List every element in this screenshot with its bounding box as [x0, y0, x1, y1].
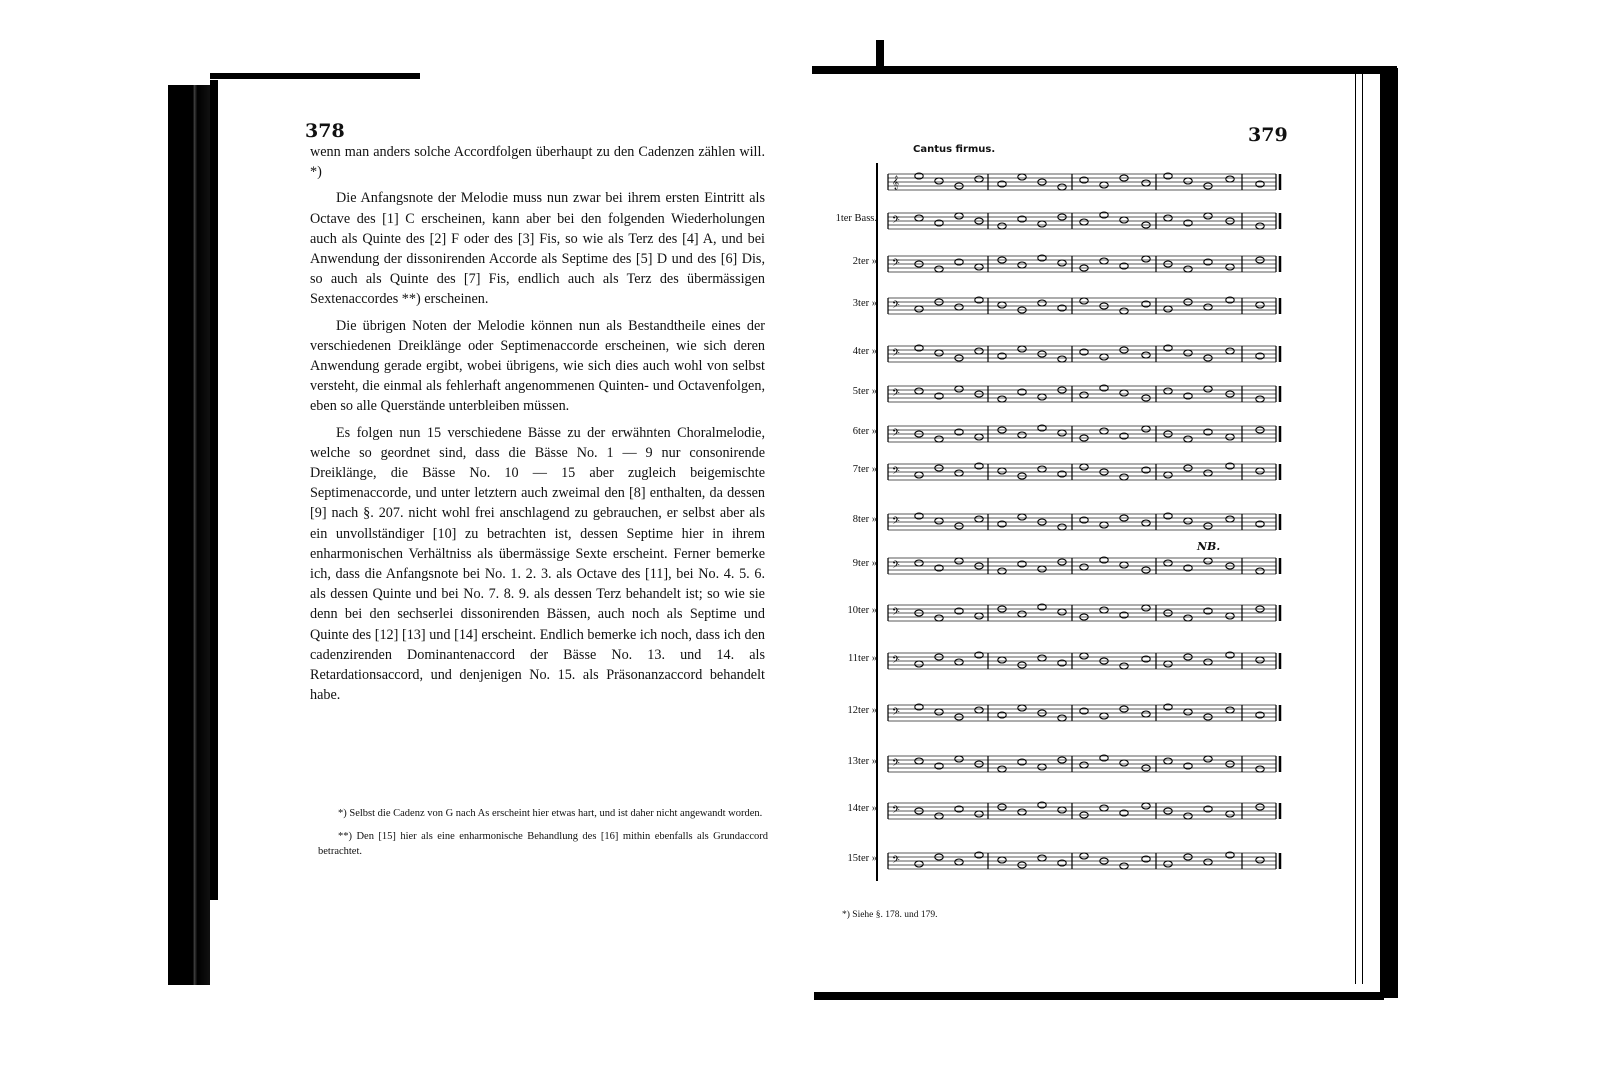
- bass-staff: [884, 645, 1284, 681]
- note-head: [955, 558, 963, 564]
- right-page-outer-edge: [1380, 68, 1398, 998]
- note-head: [955, 304, 963, 310]
- note-head: [975, 707, 983, 713]
- left-page-number: 378: [305, 120, 345, 142]
- bass-clef-symbol: 𝄢: [892, 854, 900, 868]
- note-head: [1038, 300, 1046, 306]
- bass-clef-symbol: 𝄢: [892, 606, 900, 620]
- note-head: [1080, 653, 1088, 659]
- bass-clef-symbol: 𝄢: [892, 515, 900, 529]
- left-page-top-edge: [210, 73, 420, 79]
- note-head: [975, 516, 983, 522]
- note-head: [1120, 562, 1128, 568]
- note-head: [975, 613, 983, 619]
- bass-staff-svg: [884, 597, 1284, 633]
- left-body-text: [310, 142, 765, 711]
- note-head: [1226, 707, 1234, 713]
- note-head: [1142, 803, 1150, 809]
- note-head: [975, 434, 983, 440]
- note-head: [1184, 615, 1192, 621]
- note-head: [935, 709, 943, 715]
- bass-clef-symbol: 𝄢: [892, 299, 900, 313]
- note-head: [1100, 607, 1108, 613]
- note-head: [935, 436, 943, 442]
- bass-staff-svg: [884, 748, 1284, 784]
- bass-staff: [884, 697, 1284, 733]
- note-head: [1184, 436, 1192, 442]
- note-head: [1120, 760, 1128, 766]
- note-head: [1164, 472, 1172, 478]
- bass-staff-svg: [884, 248, 1284, 284]
- bass-clef-symbol: 𝄢: [892, 706, 900, 720]
- bass-staff: [884, 795, 1284, 831]
- note-head: [1038, 566, 1046, 572]
- bass-staff: [884, 248, 1284, 284]
- note-head: [1184, 178, 1192, 184]
- note-head: [1164, 861, 1172, 867]
- note-head: [1120, 217, 1128, 223]
- note-head: [1038, 764, 1046, 770]
- note-head: [1256, 857, 1264, 863]
- staff-label: 2ter »: [852, 256, 877, 267]
- staff-label: 14ter »: [847, 803, 877, 814]
- note-head: [1018, 174, 1026, 180]
- note-head: [1058, 184, 1066, 190]
- note-head: [1038, 855, 1046, 861]
- note-head: [1038, 394, 1046, 400]
- note-head: [1226, 264, 1234, 270]
- staff-label: 1ter Bass.: [835, 213, 877, 224]
- note-head: [955, 659, 963, 665]
- bass-clef-symbol: 𝄢: [892, 757, 900, 771]
- footnote-2: **) Den [15] hier als eine enharmonische Behandlung des [16] mithin ebenfalls als Grundaccord betrachtet.: [318, 831, 768, 857]
- note-head: [1184, 709, 1192, 715]
- note-head: [1058, 609, 1066, 615]
- note-head: [1256, 223, 1264, 229]
- bass-clef-symbol: 𝄢: [892, 559, 900, 573]
- note-head: [1226, 434, 1234, 440]
- note-head: [1256, 396, 1264, 402]
- note-head: [915, 215, 923, 221]
- note-head: [1256, 302, 1264, 308]
- bass-staff: [884, 205, 1284, 241]
- left-page-inner-edge: [210, 80, 218, 900]
- note-head: [1204, 756, 1212, 762]
- bass-staff: [884, 456, 1284, 492]
- note-head: [1164, 388, 1172, 394]
- note-head: [1142, 352, 1150, 358]
- note-head: [1204, 213, 1212, 219]
- staff-label: 5ter »: [852, 386, 877, 397]
- note-head: [915, 560, 923, 566]
- bass-staff-svg: [884, 378, 1284, 414]
- staff-label: 4ter »: [852, 346, 877, 357]
- note-head: [1100, 713, 1108, 719]
- note-head: [1142, 711, 1150, 717]
- note-head: [1018, 809, 1026, 815]
- note-head: [1164, 661, 1172, 667]
- staff-label: 7ter »: [852, 464, 877, 475]
- bass-clef-symbol: 𝄢: [892, 654, 900, 668]
- left-footnotes: [318, 806, 768, 867]
- note-head: [1080, 762, 1088, 768]
- note-head: [1100, 428, 1108, 434]
- bass-staff: [884, 845, 1284, 881]
- note-head: [1120, 474, 1128, 480]
- note-head: [1226, 613, 1234, 619]
- note-head: [915, 472, 923, 478]
- note-head: [998, 302, 1006, 308]
- note-head: [1018, 705, 1026, 711]
- staff-label: 15ter »: [847, 853, 877, 864]
- note-head: [998, 396, 1006, 402]
- note-head: [915, 661, 923, 667]
- note-head: [955, 213, 963, 219]
- nb-annotation: NB.: [1197, 540, 1221, 553]
- bass-clef-symbol: 𝄢: [892, 427, 900, 441]
- staff-label: 11ter »: [847, 653, 877, 664]
- note-head: [1038, 466, 1046, 472]
- note-head: [1058, 715, 1066, 721]
- staff-cantus: [884, 166, 1284, 202]
- right-page-number: 379: [1248, 124, 1288, 146]
- note-head: [1226, 516, 1234, 522]
- note-head: [935, 813, 943, 819]
- staff-label: 6ter »: [852, 426, 877, 437]
- note-head: [955, 859, 963, 865]
- note-head: [1256, 468, 1264, 474]
- note-head: [998, 223, 1006, 229]
- note-head: [1080, 464, 1088, 470]
- note-head: [1164, 758, 1172, 764]
- note-head: [955, 470, 963, 476]
- note-head: [1142, 256, 1150, 262]
- note-head: [1184, 813, 1192, 819]
- staff-label: 8ter »: [852, 514, 877, 525]
- note-head: [1100, 182, 1108, 188]
- note-head: [975, 264, 983, 270]
- note-head: [998, 857, 1006, 863]
- note-head: [1018, 432, 1026, 438]
- note-head: [1204, 558, 1212, 564]
- right-footnote: *) Siehe §. 178. und 179.: [842, 910, 938, 920]
- note-head: [955, 386, 963, 392]
- note-head: [1256, 766, 1264, 772]
- note-head: [1100, 258, 1108, 264]
- note-head: [975, 811, 983, 817]
- note-head: [1204, 386, 1212, 392]
- staff-label: 13ter »: [847, 756, 877, 767]
- note-head: [1058, 524, 1066, 530]
- note-head: [1058, 356, 1066, 362]
- note-head: [975, 176, 983, 182]
- note-head: [1204, 859, 1212, 865]
- note-head: [1080, 853, 1088, 859]
- bass-staff: [884, 378, 1284, 414]
- bass-staff: [884, 597, 1284, 633]
- note-head: [1100, 354, 1108, 360]
- note-head: [1142, 426, 1150, 432]
- note-head: [1018, 514, 1026, 520]
- note-head: [935, 266, 943, 272]
- note-head: [935, 178, 943, 184]
- bass-staff-svg: [884, 290, 1284, 326]
- bass-staff-svg: [884, 845, 1284, 881]
- note-head: [1100, 522, 1108, 528]
- note-head: [935, 615, 943, 621]
- note-head: [1058, 260, 1066, 266]
- bass-staff-svg: [884, 645, 1284, 681]
- footnote-1: *) Selbst die Cadenz von G nach As erscheint hier etwas hart, und ist daher nicht angewandt worden.: [338, 808, 763, 819]
- bass-staff: [884, 290, 1284, 326]
- note-head: [1256, 568, 1264, 574]
- note-head: [998, 468, 1006, 474]
- note-head: [1184, 350, 1192, 356]
- cantus-firmus-heading: Cantus firmus.: [913, 144, 996, 155]
- binding-mark: [876, 40, 884, 66]
- note-head: [1142, 180, 1150, 186]
- bass-clef-symbol: 𝄢: [892, 347, 900, 361]
- note-head: [1038, 221, 1046, 227]
- note-head: [1204, 659, 1212, 665]
- bass-clef-symbol: 𝄢: [892, 804, 900, 818]
- note-head: [1080, 219, 1088, 225]
- bass-staff-svg: [884, 205, 1284, 241]
- note-head: [1184, 266, 1192, 272]
- bass-staff: [884, 550, 1284, 586]
- note-head: [935, 518, 943, 524]
- note-head: [1058, 430, 1066, 436]
- note-head: [935, 350, 943, 356]
- note-head: [1100, 805, 1108, 811]
- bass-staff-svg: [884, 506, 1284, 542]
- note-head: [1164, 215, 1172, 221]
- note-head: [915, 758, 923, 764]
- paragraph-1: wenn man anders solche Accordfolgen überhaupt zu den Cadenzen zählen will. *): [310, 144, 765, 181]
- note-head: [1120, 390, 1128, 396]
- note-head: [1142, 520, 1150, 526]
- bass-staff-svg: [884, 338, 1284, 374]
- note-head: [1018, 611, 1026, 617]
- right-page-bottom-edge: [814, 992, 1384, 1000]
- note-head: [1226, 811, 1234, 817]
- bass-staff-svg: [884, 697, 1284, 733]
- note-head: [998, 766, 1006, 772]
- note-head: [955, 756, 963, 762]
- note-head: [1226, 176, 1234, 182]
- right-page-top-edge: [812, 66, 1397, 74]
- note-head: [1256, 657, 1264, 663]
- note-head: [915, 306, 923, 312]
- bass-staff: [884, 748, 1284, 784]
- note-head: [1184, 518, 1192, 524]
- note-head: [915, 861, 923, 867]
- bass-clef-symbol: 𝄢: [892, 214, 900, 228]
- note-head: [1204, 470, 1212, 476]
- paragraph-3: Die übrigen Noten der Melodie können nun als Bestandtheile eines der verschiedenen Dreiklänge oder Septimenaccorde erscheinen, wie sich deren Anwendung gerade ergibt, wobei übrigens, wie sich dies auch wohl von selbst versteht, die einmal als fehlerhaft angenommenen Quinten- und Octavenfolgen, eben so alle Querstände unterbleiben müssen.: [310, 317, 765, 415]
- staff-label: 9ter »: [852, 558, 877, 569]
- treble-clef-symbol: 𝄞: [892, 175, 900, 189]
- note-head: [1142, 605, 1150, 611]
- left-page-binding-edge: [168, 85, 210, 985]
- bass-clef-symbol: 𝄢: [892, 465, 900, 479]
- bass-staff-svg: [884, 456, 1284, 492]
- note-head: [1164, 306, 1172, 312]
- staff-label: 12ter »: [847, 705, 877, 716]
- note-head: [1120, 863, 1128, 869]
- note-head: [1038, 655, 1046, 661]
- note-head: [998, 568, 1006, 574]
- note-head: [1018, 346, 1026, 352]
- note-head: [1164, 560, 1172, 566]
- bass-staff-svg: [884, 550, 1284, 586]
- note-head: [1226, 348, 1234, 354]
- note-head: [1080, 392, 1088, 398]
- note-head: [1120, 308, 1128, 314]
- bass-staff: [884, 338, 1284, 374]
- note-head: [1080, 298, 1088, 304]
- bass-clef-symbol: 𝄢: [892, 257, 900, 271]
- bass-staff-svg: [884, 795, 1284, 831]
- bass-staff: [884, 506, 1284, 542]
- staff-label: 3ter »: [852, 298, 877, 309]
- staff-label: 10ter »: [847, 605, 877, 616]
- bass-clef-symbol: 𝄢: [892, 387, 900, 401]
- bass-staff-svg: [884, 418, 1284, 454]
- staff-cantus-svg: [884, 166, 1284, 202]
- note-head: [915, 388, 923, 394]
- note-head: [1120, 663, 1128, 669]
- paragraph-2: Die Anfangsnote der Melodie muss nun zwar bei ihrem ersten Eintritt als Octave des [1] C erscheinen, kann aber bei den folgenden Wiederholungen auch als Quinte des [2] F oder des [3] Fis, so wie als Terz des [4] A, und bei Anwendung der dissonirenden Accorde als Septime des [5] D und des [6] Dis, so auch als Quinte des [7] Fis, endlich auch als Terz des übermässigen Sextenaccordes **) erscheinen.: [310, 190, 765, 308]
- note-head: [975, 348, 983, 354]
- note-head: [1204, 304, 1212, 310]
- note-head: [1058, 807, 1066, 813]
- paragraph-4: Es folgen nun 15 verschiedene Bässe zu der erwähnten Choralmelodie, welche so geordnet sind, dass die Bässe No. 1 — 9 nur consonirende Dreiklänge, die Bässe No. 10 — 15 aber zugleich beigemischte Septimenaccorde, und unter letztern auch zweimal den [8] enthalten, da dessen [9] nach §. 207. nicht wohl frei anschlagend zu gebrauchen, er selbst aber als ein unvollständiger [10] zu betrachten ist, dessen Septime hier in ihrem enharmonischen Verhältniss als übermässige Sexte erscheint. Ferner bemerke ich, dass die Anfangsnote bei No. 1. 2. 3. als Octave des [11], bei No. 4. 5. 6. als dessen Quinte und bei No. 7. 8. 9. als dessen Terz behandelt ist; so wie sie denn bei den sechserlei dissonirenden Bässen, auch noch als Septime und Quinte des [12] [13] und [14] erscheint. Endlich bemerke ich noch, dass ich den cadenzirenden Dominantenaccord der Bässe No. 13. und 14. als Retardationsaccord, und denjenigen No. 15. als Präsonanzaccord behandelt habe.: [310, 424, 765, 704]
- note-head: [1018, 262, 1026, 268]
- right-page-fore-edge: [1355, 74, 1363, 984]
- note-head: [1080, 564, 1088, 570]
- bass-staff: [884, 418, 1284, 454]
- note-head: [998, 657, 1006, 663]
